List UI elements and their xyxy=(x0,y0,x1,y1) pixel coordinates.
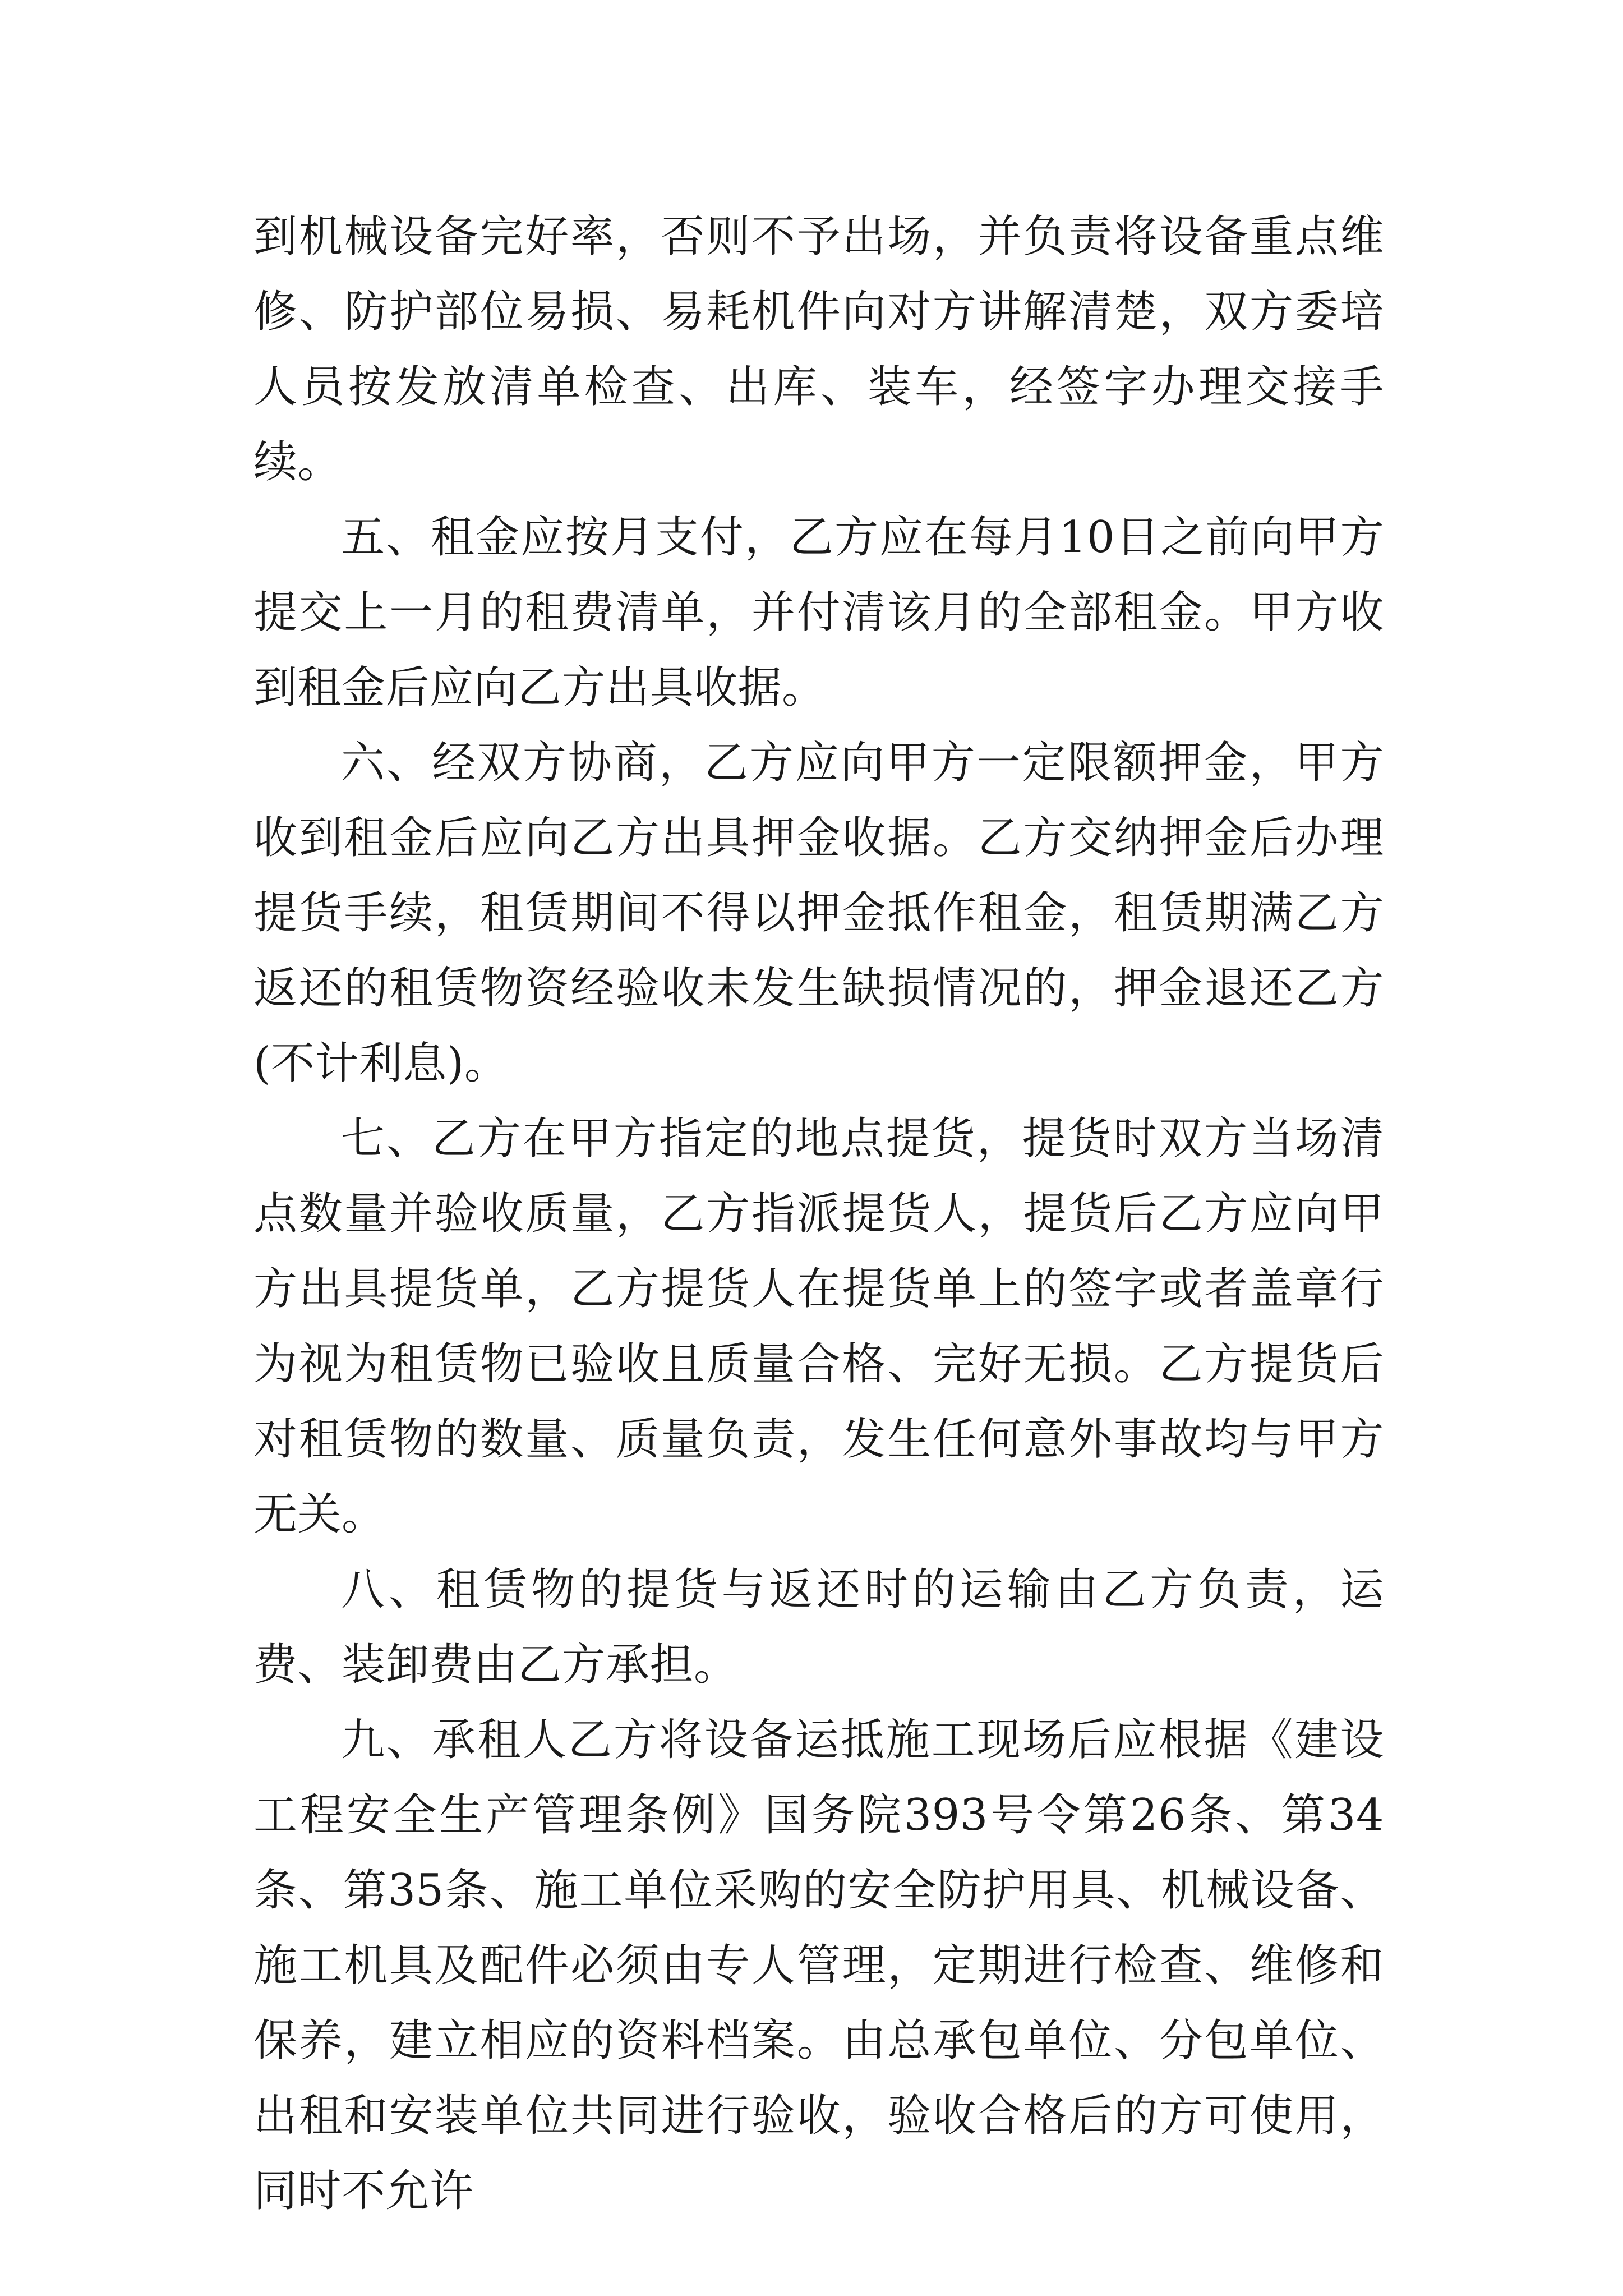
paragraph-clause-9: 九、承租人乙方将设备运抵施工现场后应根据《建设工程安全生产管理条例》国务院393号令第26条、第34条、第35条、施工单位采购的安全防护用具、机械设备、施工机具及配件必须由专人管理，定期进行检查、维修和保养，建立相应的资料档案。由总承包单位、分包单位、出租和安装单位共同进行验收，验收合格后的方可使用，同时不允许 xyxy=(253,1715,1384,2216)
paragraph-clause-8: 八、租赁物的提货与返还时的运输由乙方负责，运费、装卸费由乙方承担。 xyxy=(253,1565,1384,1690)
paragraph-continuation: 到机械设备完好率，否则不予出场，并负责将设备重点维修、防护部位易损、易耗机件向对方讲解清楚，双方委培人员按发放清单检查、出库、装车，经签字办理交接手续。 xyxy=(253,211,1384,487)
paragraph-clause-5: 五、租金应按月支付，乙方应在每月10日之前向甲方提交上一月的租费清单，并付清该月的全部租金。甲方收到租金后应向乙方出具收据。 xyxy=(253,512,1384,713)
document-body xyxy=(253,199,1384,2229)
paragraph-clause-7: 七、乙方在甲方指定的地点提货，提货时双方当场清点数量并验收质量，乙方指派提货人，提货后乙方应向甲方出具提货单，乙方提货人在提货单上的签字或者盖章行为视为租赁物已验收且质量合格、完好无损。乙方提货后对租赁物的数量、质量负责，发生任何意外事故均与甲方无关。 xyxy=(253,1114,1384,1540)
paragraph-clause-6: 六、经双方协商，乙方应向甲方一定限额押金，甲方收到租金后应向乙方出具押金收据。乙方交纳押金后办理提货手续，租赁期间不得以押金抵作租金，租赁期满乙方返还的租赁物资经验收未发生缺损情况的，押金退还乙方(不计利息)。 xyxy=(253,738,1384,1089)
